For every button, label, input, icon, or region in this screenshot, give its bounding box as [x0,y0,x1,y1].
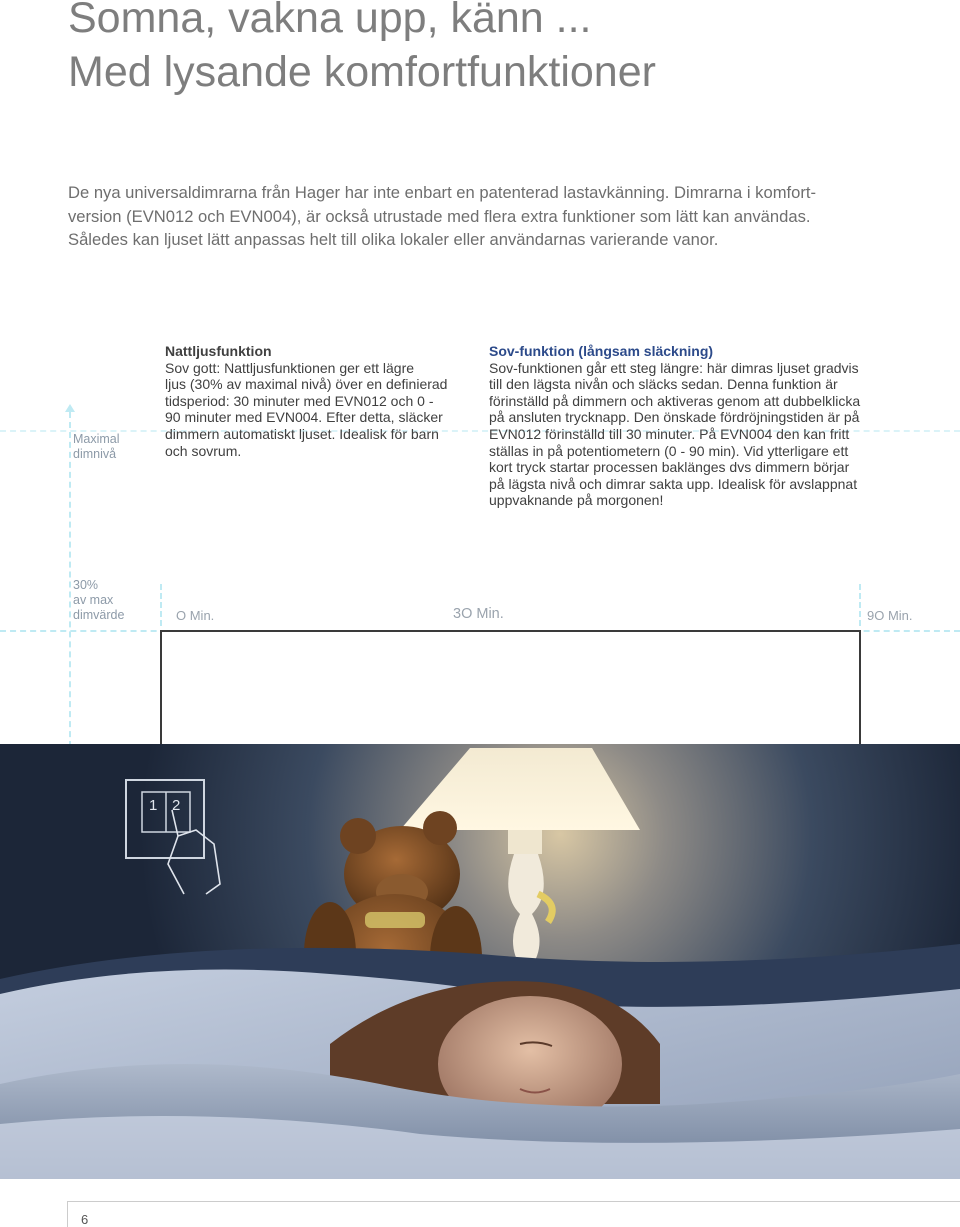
intro-line: Således kan ljuset lätt anpassas helt till olika lokaler eller användarnas varierande vanor. [68,230,719,249]
sleep-function-line: kort tryck startar processen baklänges dvs dimmern börjar [489,459,850,476]
switch-button-2: 2 [172,797,181,814]
night-light-line: 90 minuter med EVN004. Efter detta, släcker [165,409,443,426]
dim-level-line [160,630,861,632]
intro-line: De nya universaldimrarna från Hager har inte enbart en patenterad lastavkänning. Dimrarna i komfort- [68,183,817,202]
sleep-function-line: till den lägsta nivån och släcks sedan. Denna funktion är [489,376,838,393]
night-light-line: tidsperiod: 30 minuter med EVN012 och 0 - [165,392,434,409]
switch-button-1: 1 [149,797,158,814]
night-light-line: dimmern automatiskt ljuset. Idealisk för barn [165,425,439,442]
max-level-label: Maximal dimnivå [73,432,120,461]
sleep-function-line: uppvaknande på morgonen! [489,492,664,509]
sleeping-child-illustration [0,744,960,1179]
tick-label-90: 9O Min. [867,608,913,623]
sleep-function-line: förinställd på dimmern och aktiveras genom att dubbelklicka [489,392,861,409]
bedroom-photo [0,744,960,1179]
sleep-function-line: EVN012 förinställd till 30 minuter. På EVN004 den kan fritt [489,425,850,442]
sleep-function-title: Sov-funktion (långsam släckning) [489,343,714,359]
sleep-function-section [489,343,889,509]
sleep-function-line: på lägsta nivå och dimrar sakta upp. Idealisk för avslappnat [489,475,858,492]
tick-label-30: 3O Min. [453,606,504,622]
sleep-function-line: Sov-funktionen går ett steg längre: här dimras ljuset gradvis [489,359,859,376]
arrow-up-icon [65,404,75,412]
footer-bracket [67,1201,68,1227]
night-light-line: ljus (30% av maximal nivå) över en definierad [165,376,448,393]
footer [0,1179,960,1227]
sleep-function-line: ställas in på potentiometern (0 - 90 min). Vid ytterligare ett [489,442,849,459]
tick-line-0 [160,584,162,626]
max-level-marker [69,412,71,767]
night-light-section [165,343,465,459]
tick-label-0: O Min. [176,608,215,623]
night-light-title: Nattljusfunktion [165,343,272,359]
page-subtitle: Med lysande komfortfunktioner [68,48,656,96]
page-title: Somna, vakna upp, känn ... [68,0,592,42]
low-level-label: 30% av max dimvärde [73,578,125,622]
sleep-function-line: på ansluten trycknapp. Den önskade fördröjningstiden är på [489,409,860,426]
intro-line: version (EVN012 och EVN004), är också utrustade med flera extra funktioner som lätt kan användas. [68,206,811,226]
night-light-line: och sovrum. [165,442,242,459]
tick-line-90 [859,584,861,626]
intro-paragraph [68,181,898,252]
page-number: 6 [81,1212,89,1227]
footer-bracket-top [67,1201,960,1202]
night-light-line: Sov gott: Nattljusfunktionen ger ett lägre [165,359,415,376]
